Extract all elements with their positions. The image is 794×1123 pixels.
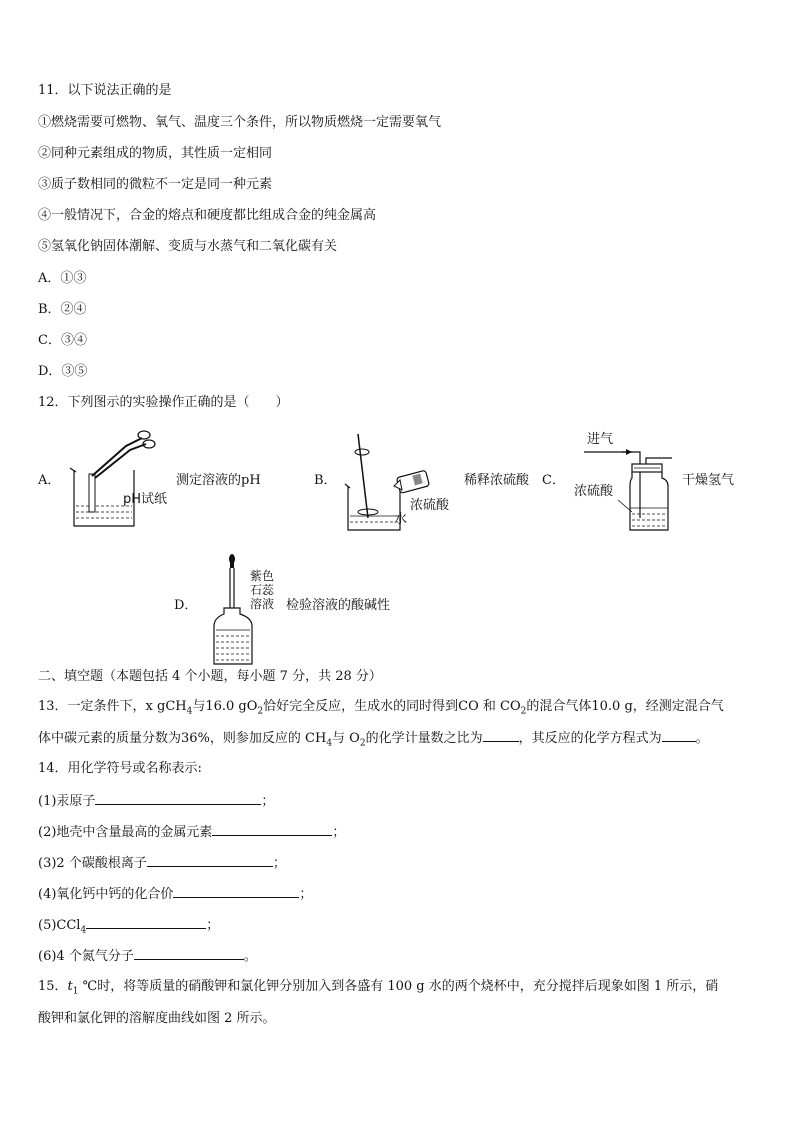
q14-item-end: ； (299, 887, 313, 902)
dilute-acid-illustration (342, 432, 432, 532)
q13-text-2d: ，其反应的化学方程式为 (518, 731, 662, 746)
q13-text-1b: 与16.0 gO (192, 699, 258, 714)
answer-blank[interactable] (147, 853, 273, 867)
subscript: 1 (72, 986, 79, 997)
q12-option-a-letter[interactable]: A． (38, 473, 61, 488)
q11-option-c[interactable]: C．③④ (38, 333, 87, 348)
q14-item-5 (38, 915, 219, 940)
q13-text-2c: 的化学计量数之比为 (365, 731, 483, 746)
subscript: 2 (257, 706, 264, 717)
ph-test-illustration (68, 430, 158, 530)
q14-item-6 (38, 946, 257, 966)
q12-option-d-letter[interactable]: D． (174, 598, 198, 613)
q14-item-text: (1)汞原子 (38, 794, 96, 809)
q13-line-2 (38, 728, 709, 753)
answer-blank[interactable] (173, 884, 299, 898)
section-2-title: 二、填空题（本题包括 4 个小题，每小题 7 分，共 28 分） (38, 669, 382, 684)
q15-line-2: 酸钾和氯化钾的溶解度曲线如图 2 所示。 (38, 1011, 276, 1026)
q12-option-c-letter[interactable]: C． (542, 473, 565, 488)
q14-item-end: ； (206, 918, 220, 933)
q14-item-4 (38, 884, 312, 904)
q11-option-d[interactable]: D．③⑤ (38, 364, 88, 379)
q15-number: 15． (38, 979, 68, 994)
answer-blank[interactable] (483, 728, 519, 742)
q15-temp-symbol: t (67, 979, 73, 994)
q14-item-end: ； (261, 794, 275, 809)
q14-item-end: ； (332, 825, 346, 840)
q13-text-2a: 体中碳元素的质量分数为36%，则参加反应的 CH (38, 731, 327, 746)
q13-text-2b: 与 O (332, 731, 360, 746)
q11-option-a[interactable]: A．①③ (38, 271, 87, 286)
subscript: 4 (186, 706, 193, 717)
q13-text-2e: 。 (695, 731, 709, 746)
q11-item-1: ①燃烧需要可燃物、氧气、温度三个条件，所以物质燃烧一定需要氧气 (38, 115, 442, 130)
q12-option-c-caption: 干燥氢气 (682, 473, 735, 488)
q14-item-1 (38, 791, 274, 811)
q12-option-b-letter[interactable]: B． (314, 473, 337, 488)
conc-acid-label: 浓硫酸 (410, 498, 450, 513)
q14-item-3 (38, 853, 286, 873)
gas-inlet-label: 进气 (587, 432, 614, 447)
litmus-label-1: 紫色 (250, 569, 275, 583)
litmus-label-2: 石蕊 (250, 583, 275, 597)
subscript: 4 (326, 738, 333, 749)
litmus-label-3: 溶液 (250, 597, 275, 611)
q14-item-text: (2)地壳中含量最高的金属元素 (38, 825, 213, 840)
ph-paper-label: pH试纸 (123, 492, 168, 507)
conc-acid-label-c: 浓硫酸 (574, 484, 614, 499)
q14-item-end: 。 (243, 949, 257, 964)
q11-stem: 11．以下说法正确的是 (38, 83, 172, 98)
q14-item-2 (38, 822, 345, 842)
q14-item-end: ； (272, 856, 286, 871)
subscript: 2 (359, 738, 366, 749)
subscript: 2 (520, 706, 527, 717)
water-label: 水 (394, 512, 408, 527)
q13-text-1c: 恰好完全反应，生成水的同时得到CO 和 CO (263, 699, 521, 714)
q12-option-b-caption: 稀释浓硫酸 (464, 473, 530, 488)
q12-stem: 12．下列图示的实验操作正确的是（ ） (38, 395, 289, 410)
answer-blank[interactable] (134, 946, 244, 960)
answer-blank[interactable] (212, 822, 332, 836)
q14-stem: 14．用化学符号或名称表示: (38, 761, 202, 776)
q13-line-1 (38, 698, 724, 721)
q11-item-5: ⑤氢氧化钠固体潮解、变质与水蒸气和二氧化碳有关 (38, 239, 338, 254)
q14-item-text: (4)氧化钙中钙的化合价 (38, 887, 174, 902)
answer-blank[interactable] (86, 915, 206, 929)
q12-option-d-caption: 检验溶液的酸碱性 (286, 598, 391, 613)
q11-option-b[interactable]: B．②④ (38, 302, 87, 317)
q13-text-1a: 13．一定条件下，x gCH (38, 699, 187, 714)
subscript: 4 (80, 925, 87, 936)
q14-item-text: (5)CCl (38, 918, 81, 933)
q13-text-1d: 的混合气体10.0 g，经测定混合气 (526, 699, 724, 714)
q15-line-1 (38, 978, 718, 1001)
answer-blank[interactable] (662, 728, 696, 742)
q15-text-1: ℃时，将等质量的硝酸钾和氯化钾分别加入到各盛有 100 g 水的两个烧杯中，充分搅拌后现象如图 1 所示，硝 (78, 979, 719, 994)
q12-option-a-caption: 测定溶液的pH (176, 473, 261, 488)
q11-item-4: ④一般情况下，合金的熔点和硬度都比组成合金的纯金属高 (38, 208, 377, 223)
q11-item-2: ②同种元素组成的物质，其性质一定相同 (38, 146, 273, 161)
q14-item-text: (3)2 个碳酸根离子 (38, 856, 147, 871)
answer-blank[interactable] (95, 791, 261, 805)
q14-item-text: (6)4 个氮气分子 (38, 949, 134, 964)
q11-item-3: ③质子数相同的微粒不一定是同一种元素 (38, 177, 273, 192)
